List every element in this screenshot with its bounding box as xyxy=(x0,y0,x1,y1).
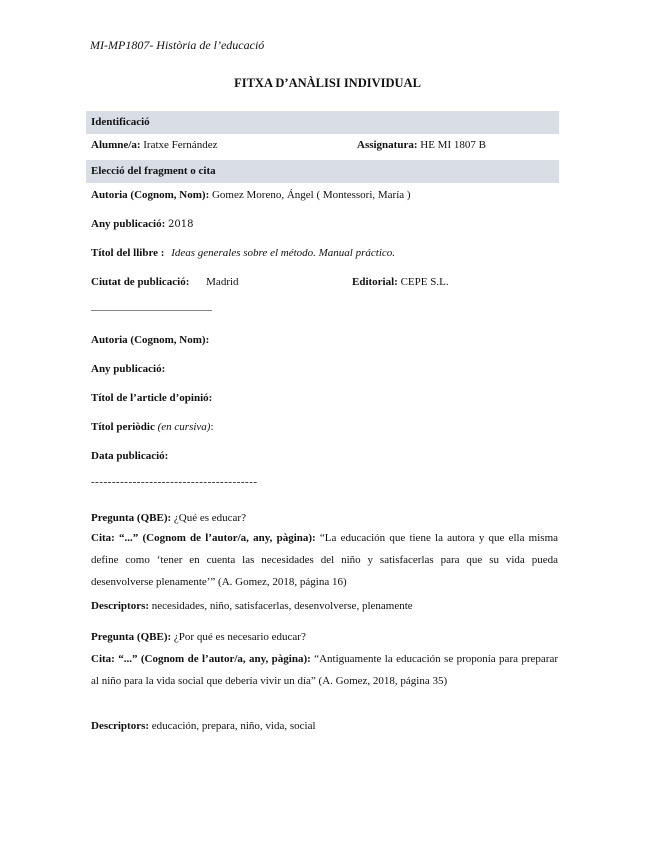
page-title: FITXA D’ANÀLISI INDIVIDUAL xyxy=(234,76,421,90)
alumne-row xyxy=(91,137,217,153)
any-label: Any publicació: xyxy=(91,218,166,230)
entry1-pregunta-label: Pregunta (QBE): xyxy=(91,512,172,524)
article-dashes: ---------------------------------------- xyxy=(91,476,258,488)
any-value: 2018 xyxy=(168,219,194,230)
assignatura-label: Assignatura: xyxy=(357,139,418,151)
editorial-value: CEPE S.L. xyxy=(400,276,449,288)
entry2-pregunta-row xyxy=(91,629,306,645)
any-row xyxy=(91,216,193,233)
autoria-label: Autoria (Cognom, Nom): xyxy=(91,189,210,201)
alumne-label: Alumne/a: xyxy=(91,139,141,151)
entry1-pregunta-value: ¿Qué es educar? xyxy=(173,512,246,524)
entry2-pregunta-label: Pregunta (QBE): xyxy=(91,631,172,643)
entry2-pregunta-value: ¿Por qué es necesario educar? xyxy=(173,631,306,643)
titol-label: Títol del llibre : xyxy=(91,247,165,259)
entry1-pregunta-row xyxy=(91,510,246,526)
separator-line: ——————————— xyxy=(91,304,212,316)
editorial-row xyxy=(352,274,449,290)
article-periodic-row xyxy=(91,419,214,435)
article-periodic-colon: : xyxy=(210,421,214,433)
alumne-value: Iratxe Fernández xyxy=(143,139,218,151)
assignatura-value: HE MI 1807 B xyxy=(420,139,486,151)
entry2-cita xyxy=(91,648,558,692)
ciutat-row xyxy=(91,274,239,290)
entry1-cita-label: Cita: “...” (Cognom de l’autor/a, any, pàgina): xyxy=(91,532,316,544)
ciutat-value: Madrid xyxy=(206,276,239,288)
titol-row xyxy=(91,245,395,261)
entry1-cita-value: “La educación que tiene la autora y que ella misma define como ‘tener en cuenta las necesidades del niño y satisfacerlas para que su vida pueda desenvolverse plenamente’” (A. Gomez, 2018, página 16) xyxy=(91,532,559,588)
entry1-descriptors-row xyxy=(91,598,413,614)
article-titol-label: Títol de l’article d’opinió: xyxy=(91,392,213,404)
ciutat-label: Ciutat de publicació: xyxy=(91,276,190,288)
autoria-row xyxy=(91,187,411,203)
entry1-cita xyxy=(91,527,558,593)
editorial-label: Editorial: xyxy=(352,276,398,288)
assignatura-row xyxy=(357,137,486,153)
entry2-descriptors-label: Descriptors: xyxy=(91,720,150,732)
article-periodic-label: Títol periòdic xyxy=(91,421,155,433)
titol-value: Ideas generales sobre el método. Manual práctico. xyxy=(171,247,396,259)
autoria-value: Gomez Moreno, Ángel ( Montessori, María ) xyxy=(211,189,411,201)
entry2-descriptors-row xyxy=(91,718,316,734)
identificacio-band xyxy=(86,111,559,134)
entry1-descriptors-value: necesidades, niño, satisfacerlas, desenvolverse, plenamente xyxy=(151,600,413,612)
article-any-label: Any publicació: xyxy=(91,363,166,375)
article-periodic-hint: (en cursiva) xyxy=(157,421,211,433)
identificacio-heading: Identificació xyxy=(91,116,150,128)
fragment-heading: Elecció del fragment o cita xyxy=(91,165,216,177)
entry2-descriptors-value: educación, prepara, niño, vida, social xyxy=(151,720,316,732)
page-header: MI-MP1807- Història de l’educació xyxy=(90,38,265,52)
entry2-cita-label: Cita: “...” (Cognom de l’autor/a, any, pàgina): xyxy=(91,653,311,665)
entry1-descriptors-label: Descriptors: xyxy=(91,600,150,612)
entry2-cita-value: “Antiguamente la educación se proponía para preparar al niño para la vida social que debería vivir un día” (A. Gomez, 2018, página 35) xyxy=(91,653,559,687)
article-autoria-label: Autoria (Cognom, Nom): xyxy=(91,334,210,346)
article-data-label: Data publicació: xyxy=(91,450,169,462)
